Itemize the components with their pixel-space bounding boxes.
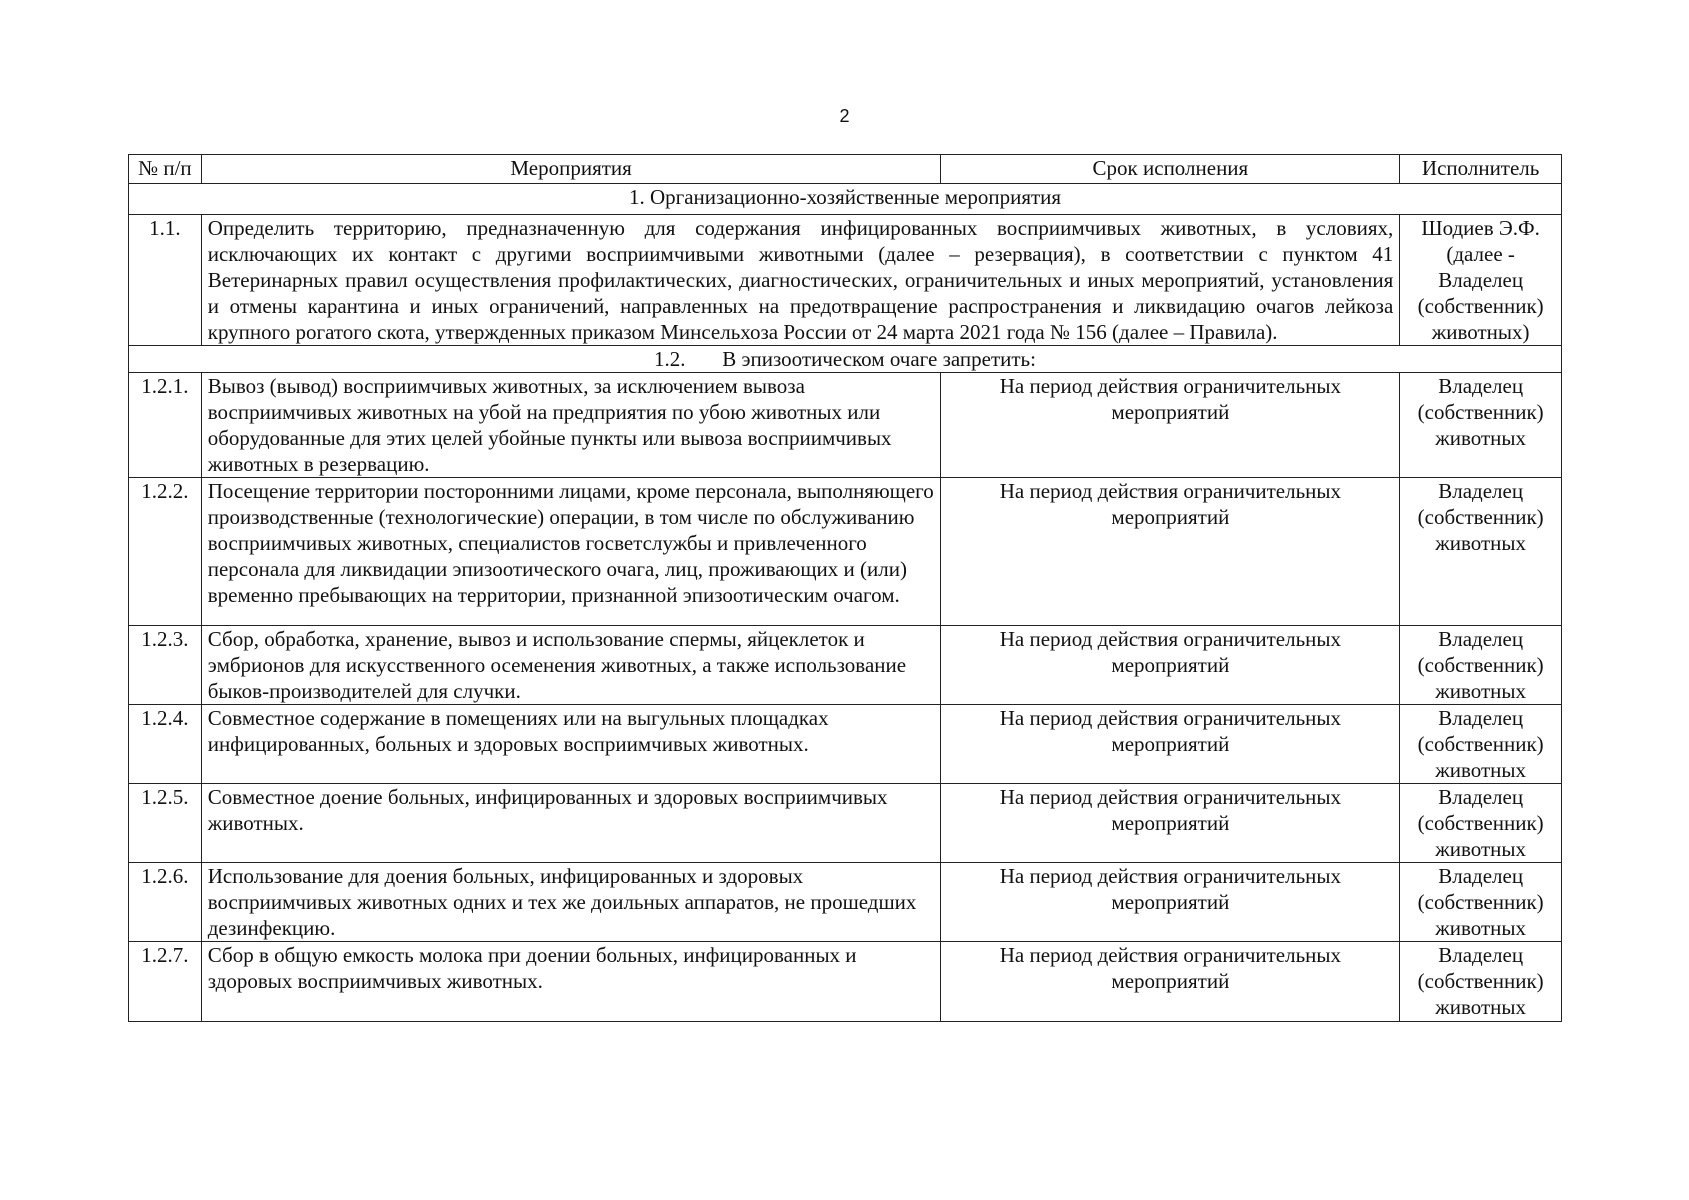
row-term: На период действия ограничительных мероприятий xyxy=(941,705,1400,784)
row-term: На период действия ограничительных мероприятий xyxy=(941,373,1400,478)
row-executor: Владелец (собственник) животных xyxy=(1400,373,1562,478)
row-num: 1.2.4. xyxy=(129,705,202,784)
measures-table xyxy=(128,154,1562,1022)
row-term: На период действия ограничительных мероприятий xyxy=(941,784,1400,863)
row-action: Использование для доения больных, инфицированных и здоровых восприимчивых животных одних и тех же доильных аппаратов, не прошедших дезинфекцию. xyxy=(201,863,941,942)
row-action: Вывоз (вывод) восприимчивых животных, за исключением вывоза восприимчивых животных на убой на предприятия по убою животных или оборудованные для этих целей убойные пункты или вывоза восприимчивых животных в резервацию. xyxy=(201,373,941,478)
row-executor: Владелец (собственник) животных xyxy=(1400,942,1562,1022)
row-num: 1.2.3. xyxy=(129,626,202,705)
row-action: Совместное доение больных, инфицированных и здоровых восприимчивых животных. xyxy=(201,784,941,863)
row-executor: Владелец (собственник) животных xyxy=(1400,784,1562,863)
table-row-1-1 xyxy=(129,215,1562,346)
row-num: 1.1. xyxy=(129,215,202,346)
subsection-title xyxy=(129,346,1562,373)
row-executor: Владелец (собственник) животных xyxy=(1400,626,1562,705)
table-row xyxy=(129,478,1562,626)
table-row xyxy=(129,626,1562,705)
row-num: 1.2.5. xyxy=(129,784,202,863)
row-action: Сбор, обработка, хранение, вывоз и использование спермы, яйцеклеток и эмбрионов для искусственного осеменения животных, а также использование быков-производителей для случки. xyxy=(201,626,941,705)
row-action: Совместное содержание в помещениях или на выгульных площадках инфицированных, больных и здоровых восприимчивых животных. xyxy=(201,705,941,784)
row-action: Посещение территории посторонними лицами, кроме персонала, выполняющего производственные (технологические) операции, в том числе по обслуживанию восприимчивых животных, специалистов госветслужбы и привлеченного персонала для ликвидации эпизоотического очага, лиц, проживающих и (или) временно пребывающих на территории, признанной эпизоотическим очагом. xyxy=(201,478,941,626)
row-executor: Шодиев Э.Ф. (далее - Владелец (собственник) животных) xyxy=(1400,215,1562,346)
row-term: На период действия ограничительных мероприятий xyxy=(941,478,1400,626)
row-executor: Владелец (собственник) животных xyxy=(1400,863,1562,942)
header-action: Мероприятия xyxy=(201,155,941,184)
header-term: Срок исполнения xyxy=(941,155,1400,184)
table-row xyxy=(129,373,1562,478)
row-num: 1.2.1. xyxy=(129,373,202,478)
table-row xyxy=(129,784,1562,863)
page-number: 2 xyxy=(839,106,850,126)
subsection-text: В эпизоотическом очаге запретить: xyxy=(722,347,1036,371)
section-title-row xyxy=(129,184,1562,215)
header-num: № п/п xyxy=(129,155,202,184)
row-term: На период действия ограничительных мероприятий xyxy=(941,863,1400,942)
row-num: 1.2.6. xyxy=(129,863,202,942)
header-executor: Исполнитель xyxy=(1400,155,1562,184)
row-text: Определить территорию, предназначенную для содержания инфицированных восприимчивых животных, в условиях, исключающих их контакт с другими восприимчивыми животными (далее – резервация), в соответствии с пунктом 41 Ветеринарных правил осуществления профилактических, диагностических, ограничительных и иных мероприятий, установления и отмены карантина и иных ограничений, направленных на предотвращение распространения и ликвидацию очагов лейкоза крупного рогатого скота, утвержденных приказом Минсельхоза России от 24 марта 2021 года № 156 (далее – Правила). xyxy=(201,215,1400,346)
table-row xyxy=(129,705,1562,784)
subsection-num: 1.2. xyxy=(654,347,686,371)
section-title: 1. Организационно-хозяйственные мероприятия xyxy=(129,184,1562,215)
subsection-row xyxy=(129,346,1562,373)
row-action: Сбор в общую емкость молока при доении больных, инфицированных и здоровых восприимчивых животных. xyxy=(201,942,941,1022)
row-term: На период действия ограничительных мероприятий xyxy=(941,626,1400,705)
table-header-row xyxy=(129,155,1562,184)
table-row xyxy=(129,863,1562,942)
row-term: На период действия ограничительных мероприятий xyxy=(941,942,1400,1022)
table-row xyxy=(129,942,1562,1022)
row-num: 1.2.2. xyxy=(129,478,202,626)
row-executor: Владелец (собственник) животных xyxy=(1400,705,1562,784)
row-num: 1.2.7. xyxy=(129,942,202,1022)
row-executor: Владелец (собственник) животных xyxy=(1400,478,1562,626)
